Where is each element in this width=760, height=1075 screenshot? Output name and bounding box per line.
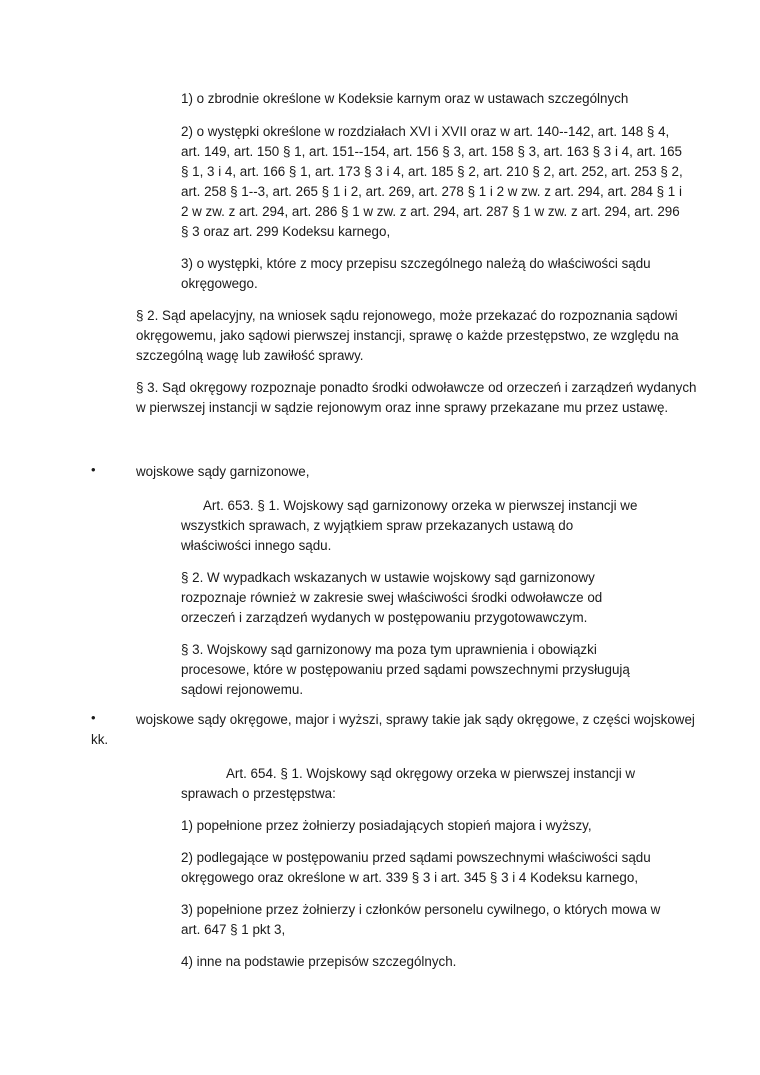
bullet-icon: • xyxy=(91,462,96,477)
text-line: w pierwszej instancji w sądzie rejonowym oraz inne sprawy przekazane mu przez ustawę. xyxy=(136,400,669,415)
text-line: 3) popełnione przez żołnierzy i członków personelu cywilnego, o których mowa w xyxy=(181,902,661,917)
text-line: sprawach o przestępstwa: xyxy=(181,786,336,801)
bullet-icon: • xyxy=(91,710,96,725)
text-line: § 3 oraz art. 299 Kodeksu karnego, xyxy=(181,224,391,239)
text-line: 2 w zw. z art. 294, art. 286 § 1 w zw. z art. 294, art. 287 § 1 w zw. z art. 294, art. 296 xyxy=(181,204,680,219)
text-line: Art. 654. § 1. Wojskowy sąd okręgowy orzeka w pierwszej instancji w xyxy=(226,766,636,781)
text-line: § 3. Sąd okręgowy rozpoznaje ponadto środki odwoławcze od orzeczeń i zarządzeń wydanych xyxy=(136,380,697,395)
text-line: § 2. Sąd apelacyjny, na wniosek sądu rejonowego, może przekazać do rozpoznania sądowi xyxy=(136,308,678,323)
text-line: rozpoznaje również w zakresie swej właściwości środki odwoławcze od xyxy=(181,590,603,605)
text-line: procesowe, które w postępowaniu przed sądami powszechnymi przysługują xyxy=(181,662,630,677)
text-line: § 3. Wojskowy sąd garnizonowy ma poza tym uprawnienia i obowiązki xyxy=(181,642,597,657)
text-line: § 2. W wypadkach wskazanych w ustawie wojskowy sąd garnizonowy xyxy=(181,570,595,585)
text-line: orzeczeń i zarządzeń wydanych w postępowaniu przygotowawczym. xyxy=(181,610,588,625)
bullet-item-okregowe: wojskowe sądy okręgowe, major i wyższi, sprawy takie jak sądy okręgowe, z części wojskowej xyxy=(136,712,695,727)
text-line: właściwości innego sądu. xyxy=(181,538,332,553)
text-line: szczególną wagę lub zawiłość sprawy. xyxy=(136,348,364,363)
text-line: art. 647 § 1 pkt 3, xyxy=(181,922,286,937)
text-line: 2) o występki określone w rozdziałach XVI i XVII oraz w art. 140--142, art. 148 § 4, xyxy=(181,124,670,139)
text-line: okręgowemu, jako sądowi pierwszej instancji, sprawę o każde przestępstwo, ze względu na xyxy=(136,328,679,343)
article-654-item-4: 4) inne na podstawie przepisów szczególnych. xyxy=(181,954,457,969)
text-line: sądowi rejonowemu. xyxy=(181,682,304,697)
text-line: wszystkich sprawach, z wyjątkiem spraw przekazanych ustawą do xyxy=(181,518,574,533)
bullet-item-okregowe-continuation: kk. xyxy=(91,732,109,747)
article-654-item-1: 1) popełnione przez żołnierzy posiadających stopień majora i wyższy, xyxy=(181,818,592,833)
bullet-item-garnizonowe: wojskowe sądy garnizonowe, xyxy=(136,464,310,479)
text-line: okręgowego. xyxy=(181,276,258,291)
text-line: art. 258 § 1--3, art. 265 § 1 i 2, art. 269, art. 278 § 1 i 2 w zw. z art. 294, art. 284 § 1 i xyxy=(181,184,682,199)
text-line: art. 149, art. 150 § 1, art. 151--154, art. 156 § 3, art. 158 § 3, art. 163 § 3 i 4, art. 165 xyxy=(181,144,682,159)
text-line: § 1, 3 i 4, art. 166 § 1, art. 173 § 3 i 4, art. 185 § 2, art. 210 § 2, art. 252, art. 253 § 2, xyxy=(181,164,683,179)
text-line: 2) podlegające w postępowaniu przed sądami powszechnymi właściwości sądu xyxy=(181,850,651,865)
text-line: okręgowego oraz określone w art. 339 § 3 i art. 345 § 3 i 4 Kodeksu karnego, xyxy=(181,870,639,885)
text-line: Art. 653. § 1. Wojskowy sąd garnizonowy orzeka w pierwszej instancji we xyxy=(203,498,638,513)
text-line: 3) o występki, które z mocy przepisu szczególnego należą do właściwości sądu xyxy=(181,256,651,271)
paragraph-item-1: 1) o zbrodnie określone w Kodeksie karnym oraz w ustawach szczególnych xyxy=(181,91,629,106)
